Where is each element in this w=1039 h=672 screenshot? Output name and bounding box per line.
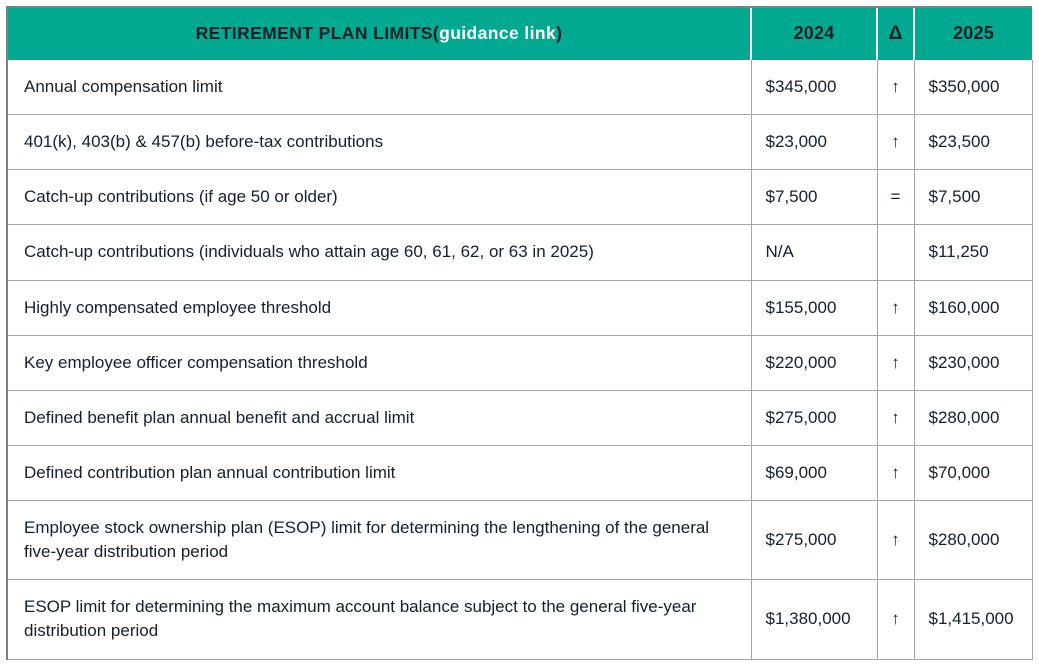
cell-value-2025: [914, 501, 1032, 580]
description-text: Employee stock ownership plan (ESOP) limit for determining the lengthening of the general five-year distribution period: [24, 518, 710, 562]
equals-icon: =: [890, 187, 901, 207]
header-cell-2025: [914, 8, 1032, 60]
cell-delta: [877, 280, 914, 335]
table-row: [8, 170, 1032, 225]
table-row: [8, 501, 1032, 580]
cell-value-2025: [914, 60, 1032, 115]
up-arrow-icon: ↑: [891, 530, 900, 550]
table-header: [8, 8, 1032, 60]
value-2024-text: $345,000: [765, 77, 837, 96]
cell-value-2025: [914, 445, 1032, 500]
value-2025-text: $1,415,000: [928, 609, 1014, 629]
value-2025-text: $7,500: [928, 187, 981, 207]
header-cell-delta: [877, 8, 914, 60]
value-2024-text: $7,500: [765, 187, 818, 207]
description-text: Catch-up contributions (individuals who attain age 60, 61, 62, or 63 in 2025): [24, 242, 594, 262]
description-text: Key employee officer compensation threshold: [24, 352, 368, 372]
value-2025-text: $280,000: [928, 530, 1000, 550]
cell-value-2025: [914, 335, 1032, 390]
cell-delta: [877, 225, 914, 280]
cell-delta: [877, 115, 914, 170]
description-text: Highly compensated employee threshold: [24, 297, 332, 317]
guidance-link[interactable]: guidance link: [439, 23, 557, 44]
cell-delta: [877, 445, 914, 500]
cell-delta: [877, 335, 914, 390]
cell-value-2024: [751, 115, 877, 170]
header-title: RETIREMENT PLAN LIMITS: [195, 23, 433, 44]
description-text: 401(k), 403(b) & 457(b) before-tax contributions: [24, 132, 384, 152]
cell-description: [8, 390, 751, 445]
header-cell-2024: [751, 8, 877, 60]
value-2025-text: $160,000: [928, 297, 1000, 317]
value-2025-text: $11,250: [928, 242, 989, 262]
cell-description: [8, 170, 751, 225]
cell-value-2024: [751, 390, 877, 445]
table-row: [8, 335, 1032, 390]
cell-value-2024: [751, 280, 877, 335]
cell-delta: [877, 390, 914, 445]
cell-delta: [877, 580, 914, 659]
value-2024-text: $155,000: [765, 297, 837, 317]
cell-description: [8, 225, 751, 280]
cell-value-2025: [914, 225, 1032, 280]
up-arrow-icon: ↑: [891, 407, 900, 427]
value-2025-text: $230,000: [928, 352, 1000, 372]
value-2024-text: $69,000: [765, 462, 827, 482]
cell-value-2024: [751, 445, 877, 500]
description-text: Annual compensation limit: [24, 77, 223, 96]
header-link-open-paren: (: [432, 23, 440, 44]
header-label-2025: 2025: [953, 23, 994, 44]
value-2025-text: $70,000: [928, 462, 990, 482]
cell-value-2025: [914, 280, 1032, 335]
cell-value-2025: [914, 170, 1032, 225]
up-arrow-icon: ↑: [891, 462, 900, 482]
table-row: [8, 390, 1032, 445]
cell-value-2024: [751, 335, 877, 390]
cell-description: [8, 580, 751, 659]
header-cell-description: [8, 8, 751, 60]
cell-value-2024: [751, 60, 877, 115]
table-row: [8, 225, 1032, 280]
value-2024-text: $220,000: [765, 352, 837, 372]
description-text: Defined contribution plan annual contribution limit: [24, 462, 396, 482]
cell-description: [8, 280, 751, 335]
value-2025-text: $350,000: [928, 77, 1000, 96]
cell-description: [8, 445, 751, 500]
delta-symbol-icon: Δ: [888, 22, 903, 44]
cell-value-2024: [751, 170, 877, 225]
up-arrow-icon: ↑: [891, 352, 900, 372]
cell-description: [8, 501, 751, 580]
header-label-2024: 2024: [793, 23, 835, 44]
description-text: Defined benefit plan annual benefit and accrual limit: [24, 407, 415, 427]
up-arrow-icon: ↑: [891, 297, 900, 317]
up-arrow-icon: ↑: [891, 77, 900, 96]
up-arrow-icon: ↑: [891, 609, 900, 629]
cell-value-2025: [914, 115, 1032, 170]
description-text: ESOP limit for determining the maximum account balance subject to the general five-year distribution period: [24, 597, 697, 641]
value-2024-text: N/A: [765, 242, 794, 262]
cell-value-2024: [751, 580, 877, 659]
value-2024-text: $275,000: [765, 407, 837, 427]
cell-delta: [877, 501, 914, 580]
cell-value-2024: [751, 225, 877, 280]
value-2025-text: $280,000: [928, 407, 1000, 427]
header-link-close-paren: ): [556, 23, 563, 44]
table-row: [8, 445, 1032, 500]
value-2025-text: $23,500: [928, 132, 990, 152]
value-2024-text: $275,000: [765, 530, 837, 550]
table-row: [8, 280, 1032, 335]
cell-delta: [877, 60, 914, 115]
table-body: [8, 60, 1032, 659]
cell-value-2025: [914, 390, 1032, 445]
cell-description: [8, 60, 751, 115]
cell-delta: [877, 170, 914, 225]
retirement-plan-limits-table-frame: [6, 6, 1032, 660]
table-row: [8, 115, 1032, 170]
cell-value-2025: [914, 580, 1032, 659]
cell-value-2024: [751, 501, 877, 580]
description-text: Catch-up contributions (if age 50 or older): [24, 187, 338, 207]
table-row: [8, 60, 1032, 115]
no-change-indicator: [878, 237, 914, 267]
table-header-row: [8, 8, 1032, 60]
retirement-plan-limits-table: [8, 8, 1033, 660]
cell-description: [8, 335, 751, 390]
cell-description: [8, 115, 751, 170]
table-row: [8, 580, 1032, 659]
value-2024-text: $1,380,000: [765, 609, 851, 629]
value-2024-text: $23,000: [765, 132, 827, 152]
up-arrow-icon: ↑: [891, 132, 900, 152]
